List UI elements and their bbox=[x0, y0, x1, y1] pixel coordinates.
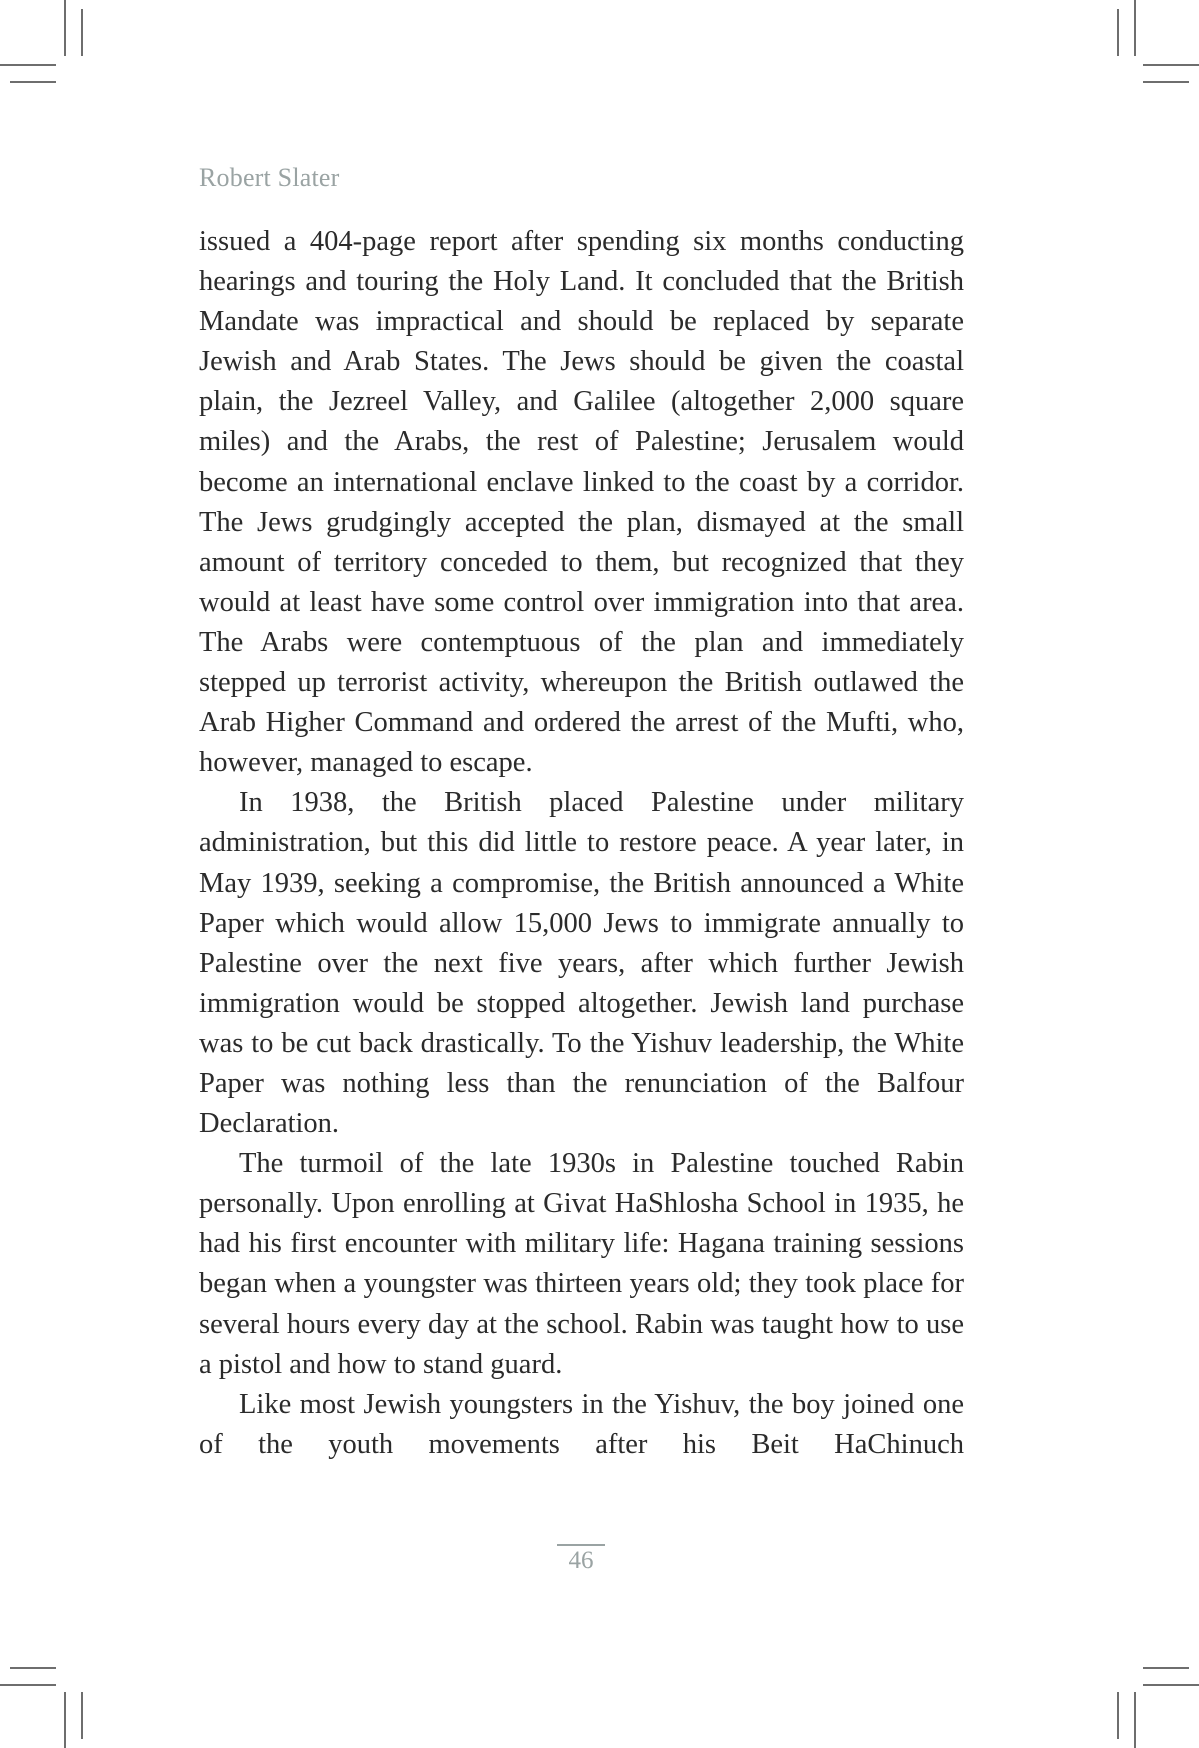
crop-mark-top-left-horizontal-inner bbox=[10, 81, 56, 83]
paragraph: issued a 404-page report after spending six months conducting hearings and touring the Holy Land. It concluded that the British Mandate was impractical and should be replaced by separate Jewish and Arab States. The Jews should be given the coastal plain, the Jezreel Valley, and Galilee (altogether 2,000 square miles) and the Arabs, the rest of Palestine; Jerusalem would become an international enclave linked to the coast by a corridor. The Jews grudgingly accepted the plan, dismayed at the small amount of territory conceded to them, but recognized that they would at least have some control over immigration into that area. The Arabs were contemptuous of the plan and immediately stepped up terrorist activity, whereupon the British outlawed the Arab Higher Command and ordered the arrest of the Mufti, who, however, managed to escape. bbox=[199, 226, 964, 779]
crop-mark-top-right-horizontal-inner bbox=[1143, 81, 1189, 83]
crop-mark-bottom-right-vertical-inner bbox=[1117, 1692, 1119, 1739]
paragraph: Like most Jewish youngsters in the Yishuv, the boy joined one of the youth movements after his Beit HaChinuch bbox=[199, 1388, 964, 1460]
crop-mark-top-left-vertical-inner bbox=[81, 9, 83, 56]
crop-mark-bottom-right-horizontal-outer bbox=[1143, 1684, 1199, 1686]
page-number: 46 bbox=[568, 1547, 594, 1574]
body-text bbox=[199, 222, 964, 1465]
paragraph: The turmoil of the late 1930s in Palestine touched Rabin personally. Upon enrolling at Givat HaShlosha School in 1935, he had his first encounter with military life: Hagana training sessions began when a youngster was thirteen years old; they took place for several hours every day at the school. Rabin was taught how to use a pistol and how to stand guard. bbox=[199, 1148, 964, 1380]
running-head-author: Robert Slater bbox=[199, 163, 340, 192]
crop-mark-bottom-left-horizontal-inner bbox=[10, 1667, 56, 1669]
crop-mark-bottom-right-horizontal-inner bbox=[1143, 1667, 1189, 1669]
page-number-rule bbox=[557, 1544, 605, 1546]
crop-mark-bottom-right-vertical-outer bbox=[1134, 1692, 1136, 1748]
crop-mark-bottom-left-vertical-outer bbox=[64, 1692, 66, 1748]
crop-mark-bottom-left-vertical-inner bbox=[81, 1692, 83, 1739]
crop-mark-top-left-vertical-outer bbox=[64, 0, 66, 56]
crop-mark-top-right-horizontal-outer bbox=[1143, 64, 1199, 66]
crop-mark-top-left-horizontal-outer bbox=[0, 64, 56, 66]
crop-mark-top-right-vertical-inner bbox=[1117, 9, 1119, 56]
crop-mark-bottom-left-horizontal-outer bbox=[0, 1684, 56, 1686]
crop-mark-top-right-vertical-outer bbox=[1134, 0, 1136, 56]
paragraph: In 1938, the British placed Palestine under military administration, but this did little to restore peace. A year later, in May 1939, seeking a compromise, the British announced a White Paper which would allow 15,000 Jews to immigrate annually to Palestine over the next five years, after which further Jewish immigration would be stopped altogether. Jewish land purchase was to be cut back drastically. To the Yishuv leadership, the White Paper was nothing less than the renunciation of the Balfour Declaration. bbox=[199, 787, 964, 1140]
